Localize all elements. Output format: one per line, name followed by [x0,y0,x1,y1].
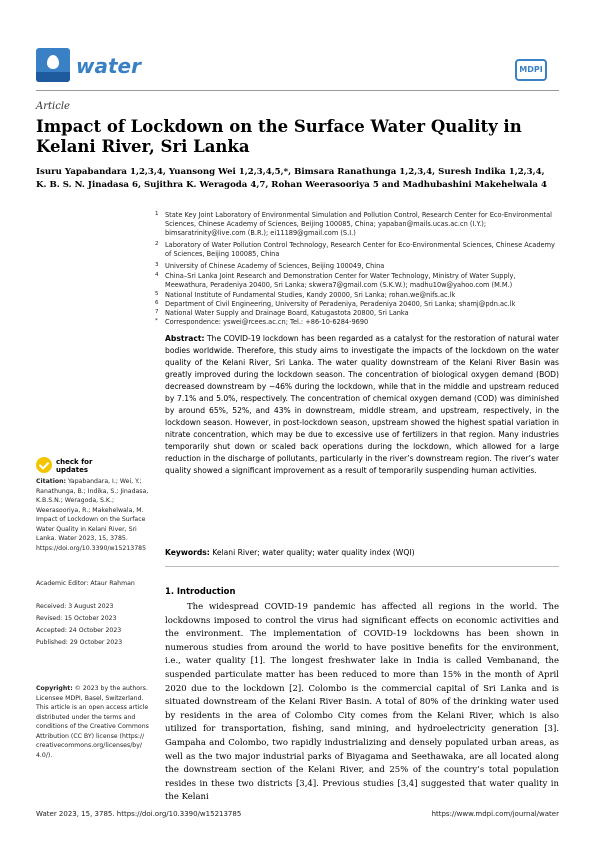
affiliation-2: 2 Laboratory of Water Pollution Control Technology, Research Center for Eco-Environmental Sciences, Chinese Academy of Sciences, Beijing 100085, China [155,241,555,259]
citation-block: Citation: Yapabandara, I.; Wei, Y.; Ranathunga, B.; Indika, S.; Jinadasa, K.B.S.N.; Weragoda, S.K.; Weerasooriya, R.; Makehelwala, M. Impact of Lockdown on the Surface Water Quality in Kelani River, Sri Lanka. Water 2023, 15, 3785. https://doi.org/10.3390/w15213785 [36,478,149,552]
affiliation-5: 5 National Institute of Fundamental Studies, Kandy 20000, Sri Lanka; rohan.we@nifs.ac.lk [155,291,456,299]
footer-citation: Water 2023, 15, 3785. https://doi.org/10.3390/w15213785 [36,810,242,818]
abstract-label: Abstract: [165,334,205,343]
affiliation-1: 1 State Key Joint Laboratory of Environmental Simulation and Pollution Control, Research Center for Eco-Environmental Sciences, Chinese Academy of Sciences, Beijing 100085, China; yapaban@mails.ucas.ac.cn (I.Y.); bimsaratrinity@live.com (B.R.); ei11189@gmail.com (S.I.) [155,211,552,238]
author-list [36,166,556,192]
accepted-date: Accepted: 24 October 2023 [36,627,122,634]
abstract-text: The COVID-19 lockdown has been regarded as a catalyst for the restoration of natural water bodies worldwide. Therefore, this study aims to investigate the impacts of the lockdown on the water quality of the Kelani River, Sri Lanka. The water quality downstream of the Kelani River Basin was greatly improved during the lockdown season. The concentration of biological oxygen demand (BOD) decreased downstream by ~46% during the lockdown, while that in the middle and upstream reduced by 7.1% and 5.0%, respectively. The concentration of chemical oxygen demand (COD) was diminished by around 65%, 52%, and 43% in downstream, middle stream, and upstream, respectively, in the lockdown season. However, in post-lockdown season, upstream showed the highest spatial variation in nitrate concentration, which may be due to excessive use of fertilizers in that region. Many industries temporarily shut down or scaled back operations during the lockdown, which allowed for a large reduction in the discharge of pollutants, particularly in the river’s downstream region. The river’s water quality showed a significant improvement as a result of temporarily suspending human activities. [165,334,560,475]
keywords-text: Kelani River; water quality; water quality index (WQI) [212,548,415,557]
academic-editor: Academic Editor: Ataur Rahman [36,580,135,587]
affiliation-8: * Correspondence: yswei@rcees.ac.cn; Tel.: +86-10-6284-9690 [155,318,369,326]
footer-journal-url[interactable]: https://www.mdpi.com/journal/water [431,810,559,818]
article-type: Article [36,101,70,112]
check-icon [36,457,52,473]
abstract [165,333,559,477]
header-rule [36,90,559,91]
paragraph: The widespread COVID-19 pandemic has affected all regions in the world. The lockdowns imposed to control the virus had significant effects on economic activities and the environment. The implementation of COVID-19 lockdowns has been shown in numerous studies from around the world to have positive benefits for the environment, i.e., water quality [1]. The longest freshwater lake in India is called Vembanand, the suspended particulate matter has been reduced to more than 15% in the month of April 2020 due to the lockdown [2]. Colombo is the commercial capital of Sri Lanka and is situated downstream of the Kelani River Basin. A total of 80% of the drinking water used by residents in the area of Colombo City comes from the Kelani River, which is also utilized for transportation, fishing, sand mining, and hydroelectricity generation [3]. Gampaha and Colombo, two rapidly industrializing and densely populated urban areas, as well as the two major industrial parks of Biyagama and Seethawaka, are all located along the downstream section of the Kelani River, and 25% of the country’s total population resides in these two districts [3,4]. Previous studies [3,4] suggested that water quality in the Kelani [165,602,559,803]
authors-line-2: K. B. S. N. Jinadasa 6, Sujithra K. Weragoda 4,7, Rohan Weerasooriya 5 and Madhubashini Makehelwala 4 [36,180,547,190]
body-text [165,601,559,805]
keywords-label: Keywords: [165,548,210,557]
keywords-rule [165,566,559,567]
affiliation-6: 6 Department of Civil Engineering, University of Peradeniya, Peradeniya 20400, Sri Lanka; shamj@pdn.ac.lk [155,300,516,308]
journal-name: water [76,54,141,78]
paper-title: Impact of Lockdown on the Surface Water Quality in Kelani River, Sri Lanka [36,117,522,156]
authors-line-1: Isuru Yapabandara 1,2,3,4, Yuansong Wei 1,2,3,4,5,*, Bimsara Ranathunga 1,2,3,4, Suresh Indika 1,2,3,4, [36,167,545,177]
keywords [165,548,559,557]
section-title: 1. Introduction [165,586,236,596]
affiliation-3: 3 University of Chinese Academy of Sciences, Beijing 100049, China [155,262,385,270]
affiliation-4: 4 China–Sri Lanka Joint Research and Demonstration Center for Water Technology, Ministry of Water Supply, Meewathura, Peradeniya 20400, Sri Lanka; skwera7@gmail.com (S.K.W.); madhu10w@yahoo.com (M.M.) [155,272,516,290]
copyright-block: Copyright: © 2023 by the authors. Licensee MDPI, Basel, Switzerland. This article is an open access article distributed under the terms and conditions of the Creative Commons Attribution (CC BY) license (https:// creativecommons.org/licenses/by/ 4.0/). [36,685,149,759]
received-date: Received: 3 August 2023 [36,603,114,610]
published-date: Published: 29 October 2023 [36,639,123,646]
revised-date: Revised: 15 October 2023 [36,615,117,622]
affiliation-7: 7 National Water Supply and Drainage Board, Katugastota 20800, Sri Lanka [155,309,409,317]
journal-logo-icon [36,48,70,82]
check-for-updates-label: check for updates [56,458,93,474]
publisher-logo: MDPI [515,59,547,81]
